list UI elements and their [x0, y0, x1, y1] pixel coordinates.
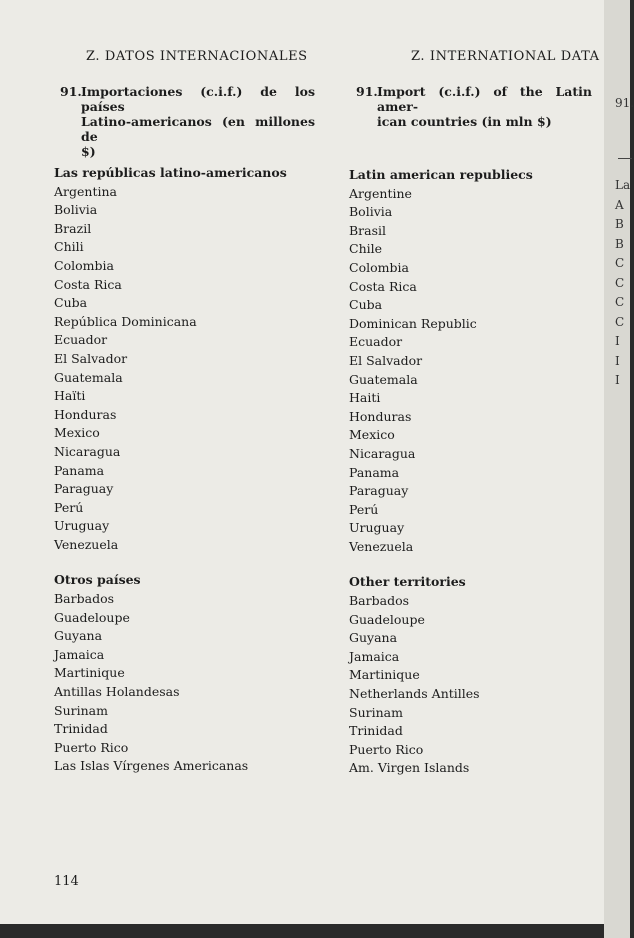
list-item: Panama — [54, 462, 105, 478]
list-item: Nicaragua — [349, 445, 416, 461]
list-item: Guadeloupe — [349, 611, 425, 627]
list-item: Ecuador — [54, 332, 108, 348]
list-item: Bolivia — [349, 204, 393, 220]
list-item: Martinique — [54, 665, 125, 681]
list-item: Perú — [54, 499, 84, 515]
country-list — [349, 185, 599, 557]
country-column-spanish — [54, 164, 319, 776]
heading-other-territories: Other territories — [349, 574, 466, 590]
list-item: Guadeloupe — [54, 609, 130, 625]
list-item: Venezuela — [54, 536, 119, 552]
list-item: Brazil — [54, 220, 92, 236]
list-item: Paraguay — [54, 481, 114, 497]
list-item: Colombia — [349, 259, 409, 275]
list-item: Costa Rica — [54, 276, 122, 292]
next-page-fragment: I — [615, 353, 620, 368]
list-item: Uruguay — [349, 520, 405, 536]
next-page-table-number: 91. — [615, 96, 634, 110]
next-page-fragment: B — [615, 236, 624, 251]
list-item: Martinique — [349, 667, 420, 683]
next-page-fragment: I — [615, 373, 620, 387]
list-item: Honduras — [54, 406, 117, 422]
country-list — [54, 590, 319, 776]
list-item: Guatemala — [349, 371, 418, 387]
section-header-english: Z. INTERNATIONAL DATA — [411, 49, 600, 64]
list-item: Antillas Holandesas — [54, 684, 180, 700]
list-item: Netherlands Antilles — [349, 686, 480, 702]
next-page-fragment: La — [615, 178, 631, 192]
list-item: Trinidad — [54, 721, 108, 737]
list-item: Jamaica — [54, 646, 105, 662]
list-item: El Salvador — [349, 352, 423, 368]
next-page-fragment: A — [615, 197, 624, 212]
list-item: Puerto Rico — [54, 739, 129, 755]
title-line: Latino-americanos (en millones de — [81, 114, 315, 144]
title-line: Importaciones (c.i.f.) de los países — [81, 84, 315, 114]
list-item: Surinam — [54, 702, 108, 718]
country-list — [54, 183, 319, 555]
list-item: Perú — [349, 501, 379, 517]
list-item: Trinidad — [349, 723, 403, 739]
heading-latin-republics: Latin american republiecs — [349, 167, 533, 182]
list-item: Dominican Republic — [349, 315, 477, 331]
list-item: Haïti — [54, 388, 86, 404]
next-page-fragment: C — [615, 275, 625, 290]
list-item: Mexico — [349, 427, 395, 443]
list-item: Ecuador — [349, 334, 403, 350]
list-item: Costa Rica — [349, 278, 417, 294]
next-page-fragment: C — [615, 314, 625, 329]
title-line: $) — [81, 144, 96, 159]
list-item: Argentine — [349, 185, 412, 201]
list-item: Bolivia — [54, 202, 98, 218]
next-page-fragment: B — [615, 217, 624, 231]
list-item: Chili — [54, 239, 84, 255]
list-item: Brasil — [349, 222, 387, 238]
list-item: Surinam — [349, 704, 403, 720]
next-page-fragment: I — [615, 334, 620, 348]
country-column-english — [349, 166, 599, 778]
list-item: Guatemala — [54, 369, 123, 385]
list-item: Uruguay — [54, 518, 110, 534]
list-item: Barbados — [349, 593, 410, 609]
list-item: Guyana — [349, 630, 398, 646]
heading-latin-republics: Las repúblicas latino-americanos — [54, 165, 287, 180]
list-item: Panama — [349, 464, 400, 480]
title-line: ican countries (in mln $) — [377, 114, 552, 129]
table-title-english — [356, 84, 592, 129]
list-item: Cuba — [349, 297, 383, 313]
list-item: Colombia — [54, 257, 114, 273]
next-page-fragment: C — [615, 295, 625, 309]
next-page-fragment: C — [615, 256, 625, 270]
list-item: Chile — [349, 241, 383, 257]
list-item: Am. Virgen Islands — [349, 760, 470, 776]
list-item: Haiti — [349, 390, 381, 406]
list-item: El Salvador — [54, 350, 128, 366]
list-item: Guyana — [54, 628, 103, 644]
title-line: Import (c.i.f.) of the Latin amer- — [377, 84, 592, 114]
page-number: 114 — [54, 874, 79, 889]
table-number: 91. — [356, 84, 378, 99]
country-list — [349, 592, 599, 778]
heading-other-territories: Otros países — [54, 572, 141, 588]
list-item: Puerto Rico — [349, 741, 424, 757]
list-item: Nicaragua — [54, 443, 121, 459]
list-item: Mexico — [54, 425, 100, 441]
list-item: Paraguay — [349, 483, 409, 499]
section-header-spanish: Z. DATOS INTERNACIONALES — [86, 49, 308, 64]
list-item: Venezuela — [349, 538, 414, 554]
next-page-edge — [604, 0, 634, 938]
divider — [618, 158, 632, 159]
table-number: 91. — [60, 84, 82, 99]
list-item: Barbados — [54, 591, 115, 607]
list-item: Honduras — [349, 408, 412, 424]
table-title-spanish — [60, 84, 315, 159]
list-item: Argentina — [54, 183, 117, 199]
list-item: Cuba — [54, 295, 88, 311]
list-item: Las Islas Vírgenes Americanas — [54, 758, 249, 774]
list-item: Jamaica — [349, 648, 400, 664]
list-item: República Dominicana — [54, 313, 197, 329]
